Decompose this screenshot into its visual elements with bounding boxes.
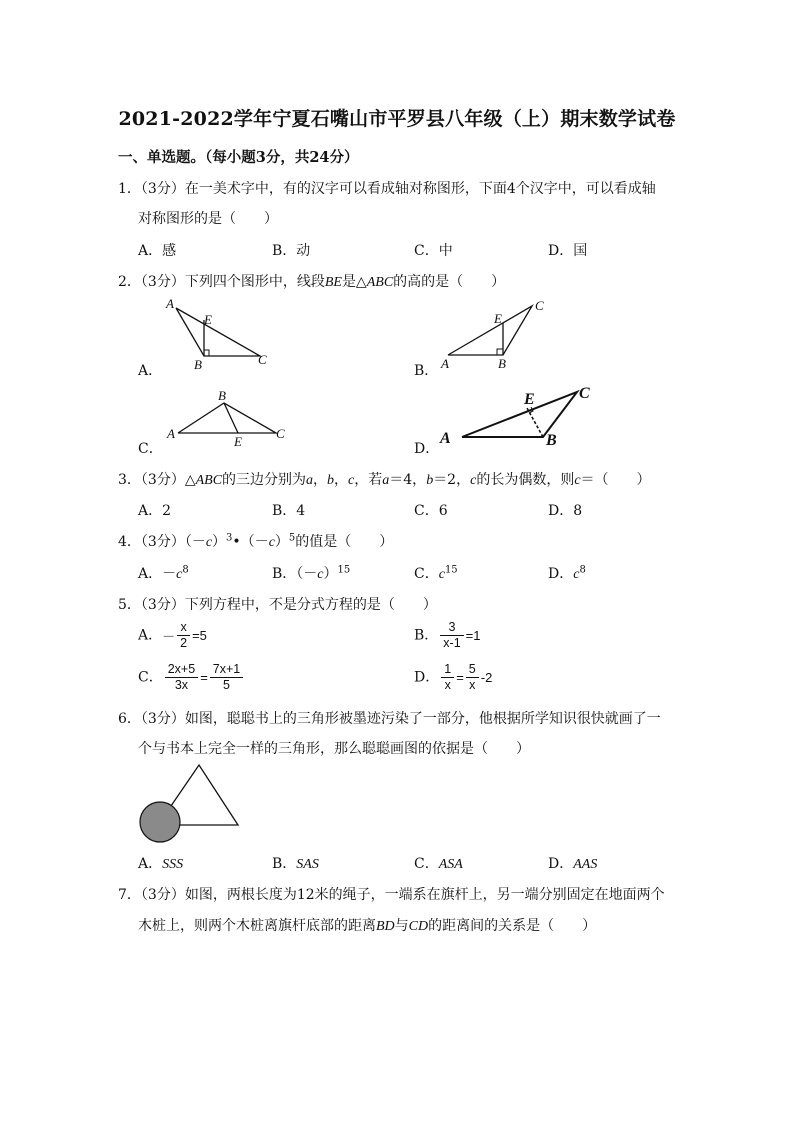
q5-stem: 5．（3分）下列方程中，不是分式方程的是（ ）: [118, 597, 437, 613]
q1-option-b: B．动: [272, 243, 311, 259]
q7-cd: CD: [408, 919, 429, 934]
q4-b-pre: B．（－: [272, 566, 318, 582]
q6-stem-line2: 个与书本上完全一样的三角形，那么聪聪画图的依据是（ ）: [138, 741, 530, 757]
q5-a-sign: －: [162, 629, 176, 644]
q5-d-frac1: [441, 662, 454, 693]
q5-d-rhs: -2: [480, 670, 493, 685]
q5-c-num2: 7x+1: [210, 662, 243, 678]
q2a-label-b: B: [194, 357, 202, 372]
q4-post: 的值是（ ）: [295, 534, 394, 550]
q2b-triangle: [448, 306, 532, 355]
q1-option-d: D．国: [548, 243, 588, 259]
q4-d-c: c: [573, 567, 580, 582]
q3-option-b: B．4: [272, 503, 306, 519]
q3-ans-c: c: [574, 473, 581, 488]
q2b-label-a: A: [441, 356, 449, 371]
q1-option-a: A．感: [138, 243, 177, 259]
q3-triangle: ABC: [195, 473, 223, 488]
q7-line2-pre: 木桩上，则两个木桩离旗杆底部的距离: [138, 918, 376, 934]
q5-c-eq: =: [200, 670, 208, 685]
q7-bd: BD: [376, 919, 395, 934]
q5-c-num1: 2x+5: [165, 662, 198, 678]
q5-d-den1: x: [444, 678, 451, 692]
q4-option-b: [272, 563, 350, 583]
q2-figure-d: [436, 382, 606, 452]
q6-a-value: SSS: [162, 857, 184, 872]
q4-stem: [118, 531, 393, 551]
q4-a-exp: 8: [182, 564, 189, 576]
q4-a-c: c: [176, 567, 183, 582]
q4-close1: ）: [212, 534, 227, 550]
q5-d-label: D．: [414, 669, 440, 686]
q2b-label-b: B: [498, 356, 506, 371]
q4-b-exp: 15: [337, 564, 351, 576]
q2d-label-a: A: [440, 430, 451, 447]
q6-d-label: D．: [548, 856, 574, 872]
q4-c1: c: [205, 535, 213, 550]
q5-option-a: [138, 620, 207, 651]
q3-cond-b: b: [426, 473, 434, 488]
q6-b-label: B．: [272, 856, 297, 872]
q5-c-frac2: [210, 662, 243, 693]
q3-eq2: ＝2，: [433, 472, 471, 488]
q5-option-d: [414, 662, 492, 693]
q2-stem-post: 的高的是（ ）: [393, 274, 506, 290]
q3-cond-c: c: [470, 473, 477, 488]
q5-a-num: x: [177, 620, 190, 636]
q3-mid2: ，若: [354, 472, 383, 488]
q2a-label-a: A: [166, 296, 174, 311]
q3-stem: [118, 469, 651, 489]
q2-stem-mid: 是△: [341, 274, 367, 290]
q7-line2-post: 的距离间的关系是（ ）: [428, 918, 597, 934]
q2-triangle-abc: ABC: [366, 275, 394, 290]
section-heading: 一、单选题。（每小题3分，共24分）: [118, 149, 359, 166]
q7-stem-line2: [138, 915, 596, 935]
q2c-label-c: C: [276, 426, 285, 441]
q2c-triangle: [178, 403, 276, 433]
q2d-label-e: E: [524, 391, 535, 408]
q4-c2: c: [268, 535, 275, 550]
q4-pre: 4．（3分）（－: [118, 534, 206, 550]
q5-a-label: A．: [138, 627, 163, 644]
q5-b-den: x-1: [443, 636, 461, 650]
q3-var-a: a: [306, 473, 314, 488]
q6-a-label: A．: [138, 856, 163, 872]
q6-c-label: C．: [414, 856, 439, 872]
page-title: 2021-2022学年宁夏石嘴山市平罗县八年级（上）期末数学试卷: [118, 108, 676, 130]
q2c-label-a: A: [167, 426, 175, 441]
q2a-label-c: C: [258, 352, 267, 367]
q5-option-b: [414, 620, 481, 651]
q2-stem-pre: 2．（3分）下列四个图形中，线段: [118, 274, 325, 290]
q5-b-label: B．: [414, 627, 439, 644]
q3-option-c: C．6: [414, 503, 448, 519]
q2a-triangle: [176, 308, 260, 356]
q2-segment-be: BE: [324, 275, 342, 290]
q5-d-frac2: [466, 662, 479, 693]
q3-var-c: c: [348, 473, 355, 488]
q4-dot: •（－: [232, 534, 269, 550]
q7-line2-mid: 与: [394, 918, 409, 934]
q3-sep1: ，: [313, 472, 328, 488]
q2b-label-e: E: [494, 311, 502, 326]
q4-c-exp: 15: [444, 564, 458, 576]
q5-option-c: [138, 662, 245, 693]
q1-stem-line2: 对称图形的是（ ）: [138, 211, 278, 227]
q2c-label-b: B: [218, 388, 226, 403]
q2a-right-angle: [204, 350, 209, 356]
q6-d-value: AAS: [573, 857, 598, 872]
q3-post: ＝（ ）: [580, 472, 651, 488]
q5-b-rhs: =1: [465, 628, 481, 643]
q4-b-close: ）: [323, 566, 338, 582]
q6-b-value: SAS: [296, 857, 319, 872]
q5-b-frac: [440, 620, 463, 651]
q5-a-rhs: =5: [192, 628, 207, 643]
q2-option-c-label: C．: [138, 441, 163, 457]
q6-option-d: [548, 853, 597, 873]
q3-mid1: 的三边分别为: [222, 472, 307, 488]
q4-b-c: c: [317, 567, 324, 582]
q3-pre: 3．（3分）△: [118, 472, 196, 488]
q4-close2: ）: [274, 534, 289, 550]
q2b-right-angle: [497, 349, 503, 355]
q3-eq4: ＝4，: [389, 472, 427, 488]
q5-c-frac1: [165, 662, 198, 693]
q2c-label-e: E: [234, 434, 242, 449]
q2-figure-a: [160, 298, 280, 373]
q3-sep2: ，: [334, 472, 349, 488]
q6-ink-blot: [140, 802, 180, 842]
q4-exp1: 3: [226, 532, 233, 544]
q5-d-num2: 5: [466, 662, 479, 678]
q2d-triangle: [462, 392, 577, 437]
q4-d-exp: 8: [579, 564, 586, 576]
q3-option-a: A．2: [138, 503, 172, 519]
q5-a-den: 2: [180, 636, 188, 650]
q6-c-value: ASA: [438, 857, 463, 872]
q1-option-c: C．中: [414, 243, 453, 259]
q5-c-den1: 3x: [174, 678, 189, 692]
q4-c-c: c: [438, 567, 445, 582]
q6-option-a: [138, 853, 183, 873]
q3-option-d: D．8: [548, 503, 583, 519]
q3-mid3: 的长为偶数，则: [476, 472, 575, 488]
q5-c-den2: 5: [223, 678, 230, 692]
q5-d-den2: x: [469, 678, 476, 692]
q2-option-a-label: A．: [138, 363, 163, 379]
q2a-label-e: E: [204, 312, 212, 327]
q6-stem-line1: 6．（3分）如图，聪聪书上的三角形被墨迹污染了一部分，他根据所学知识很快就画了一: [118, 711, 661, 727]
q5-b-num: 3: [440, 620, 463, 636]
q2-stem: [118, 271, 505, 291]
q5-a-frac: [177, 620, 190, 651]
q6-figure-ink-blot-triangle: [136, 762, 246, 844]
q6-option-b: [272, 853, 319, 873]
q5-d-num1: 1: [441, 662, 454, 678]
q3-cond-a: a: [382, 473, 390, 488]
q1-stem-line1: 1．（3分）在一美术字中，有的汉字可以看成轴对称图形，下面4个汉字中，可以看成轴: [118, 181, 656, 197]
q2b-label-c: C: [535, 298, 544, 313]
q4-exp2: 5: [288, 532, 296, 544]
q4-option-a: [138, 563, 189, 583]
q4-option-c: [414, 563, 458, 583]
q6-option-c: [414, 853, 463, 873]
q7-stem-line1: 7．（3分）如图，两根长度为12米的绳子，一端系在旗杆上，另一端分别固定在地面两个: [118, 887, 665, 903]
q2d-label-b: B: [546, 432, 557, 449]
q4-option-d: [548, 563, 586, 583]
q2-option-b-label: B．: [414, 363, 439, 379]
q2-figure-c: [166, 386, 296, 451]
q5-c-label: C．: [138, 669, 163, 686]
q3-var-b: b: [327, 473, 335, 488]
q4-a-pre: A．－: [138, 566, 177, 582]
q4-d-pre: D．: [548, 566, 574, 582]
q4-c-pre: C．: [414, 566, 439, 582]
q2-option-d-label: D．: [414, 441, 440, 457]
q5-d-eq: =: [456, 670, 464, 685]
q2-figure-b: [436, 298, 556, 373]
q2d-label-c: C: [579, 385, 590, 402]
